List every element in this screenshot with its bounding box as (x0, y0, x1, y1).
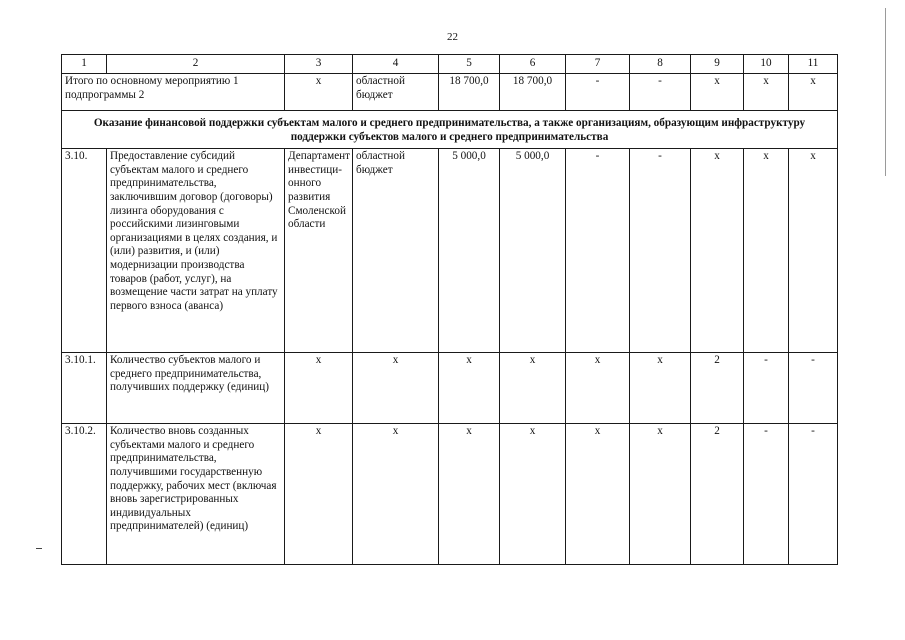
column-header: 4 (353, 55, 439, 74)
row-number: 3.10.1. (62, 353, 107, 424)
row-year-amount: x (500, 424, 566, 565)
row-description: Предоставление субсидий субъектам малого и среднего предпринимательства, заключившим договор (договоры) лизинга оборудования с российскими лизинговыми организациями в целях создания, и (или) развития, и (или) модернизации производства товаров (работ, услуг), на возмещение части затрат на уплату первого взноса (аванса) (107, 149, 285, 353)
row-funding-source: областной бюджет (353, 149, 439, 353)
column-header: 11 (789, 55, 838, 74)
row-amount: x (439, 424, 500, 565)
margin-mark (36, 548, 42, 549)
row-cell-9: 2 (691, 353, 744, 424)
column-header: 7 (566, 55, 630, 74)
row-number: 3.10.2. (62, 424, 107, 565)
column-header: 1 (62, 55, 107, 74)
column-header: 5 (439, 55, 500, 74)
total-executor: x (285, 74, 353, 111)
row-amount: x (439, 353, 500, 424)
total-row-label: Итого по основному мероприятию 1 подпрограммы 2 (62, 74, 285, 111)
row-cell-7: x (566, 353, 630, 424)
margin-rule (885, 8, 886, 176)
total-row (62, 74, 838, 111)
table-row (62, 424, 838, 565)
program-table (61, 54, 838, 565)
column-header: 8 (630, 55, 691, 74)
column-header: 2 (107, 55, 285, 74)
total-cell-11: x (789, 74, 838, 111)
row-funding-source: x (353, 353, 439, 424)
row-number: 3.10. (62, 149, 107, 353)
page-number: 22 (447, 31, 458, 43)
row-cell-10: - (744, 353, 789, 424)
total-cell-9: x (691, 74, 744, 111)
total-cell-8: - (630, 74, 691, 111)
row-amount: 5 000,0 (439, 149, 500, 353)
row-cell-11: x (789, 149, 838, 353)
row-year-amount: x (500, 353, 566, 424)
row-cell-10: x (744, 149, 789, 353)
row-cell-9: x (691, 149, 744, 353)
row-cell-11: - (789, 353, 838, 424)
row-description: Количество субъектов малого и среднего предпринимательства, получивших поддержку (единиц) (107, 353, 285, 424)
row-cell-10: - (744, 424, 789, 565)
row-funding-source: x (353, 424, 439, 565)
total-funding-source: областной бюджет (353, 74, 439, 111)
table-row (62, 149, 838, 353)
total-cell-7: - (566, 74, 630, 111)
row-cell-11: - (789, 424, 838, 565)
section-title: Оказание финансовой поддержки субъектам малого и среднего предпринимательства, а также организациям, образующим инфраструктуру поддержки субъектов малого и среднего предпринимательства (62, 111, 838, 149)
row-executor: x (285, 353, 353, 424)
row-cell-8: - (630, 149, 691, 353)
row-executor: x (285, 424, 353, 565)
section-row (62, 111, 838, 149)
row-year-amount: 5 000,0 (500, 149, 566, 353)
row-cell-7: x (566, 424, 630, 565)
column-header-row (62, 55, 838, 74)
column-header: 9 (691, 55, 744, 74)
total-cell-10: x (744, 74, 789, 111)
column-header: 3 (285, 55, 353, 74)
table-row (62, 353, 838, 424)
total-year-amount: 18 700,0 (500, 74, 566, 111)
column-header: 6 (500, 55, 566, 74)
row-cell-7: - (566, 149, 630, 353)
row-cell-8: x (630, 424, 691, 565)
row-executor: Департамент инвестици-онного развития Смоленской области (285, 149, 353, 353)
row-description: Количество вновь созданных субъектами малого и среднего предпринимательства, получившими государственную поддержку, рабочих мест (включая вновь зарегистрированных индивидуальных предпринимателей) (единиц) (107, 424, 285, 565)
column-header: 10 (744, 55, 789, 74)
total-amount: 18 700,0 (439, 74, 500, 111)
row-cell-8: x (630, 353, 691, 424)
row-cell-9: 2 (691, 424, 744, 565)
